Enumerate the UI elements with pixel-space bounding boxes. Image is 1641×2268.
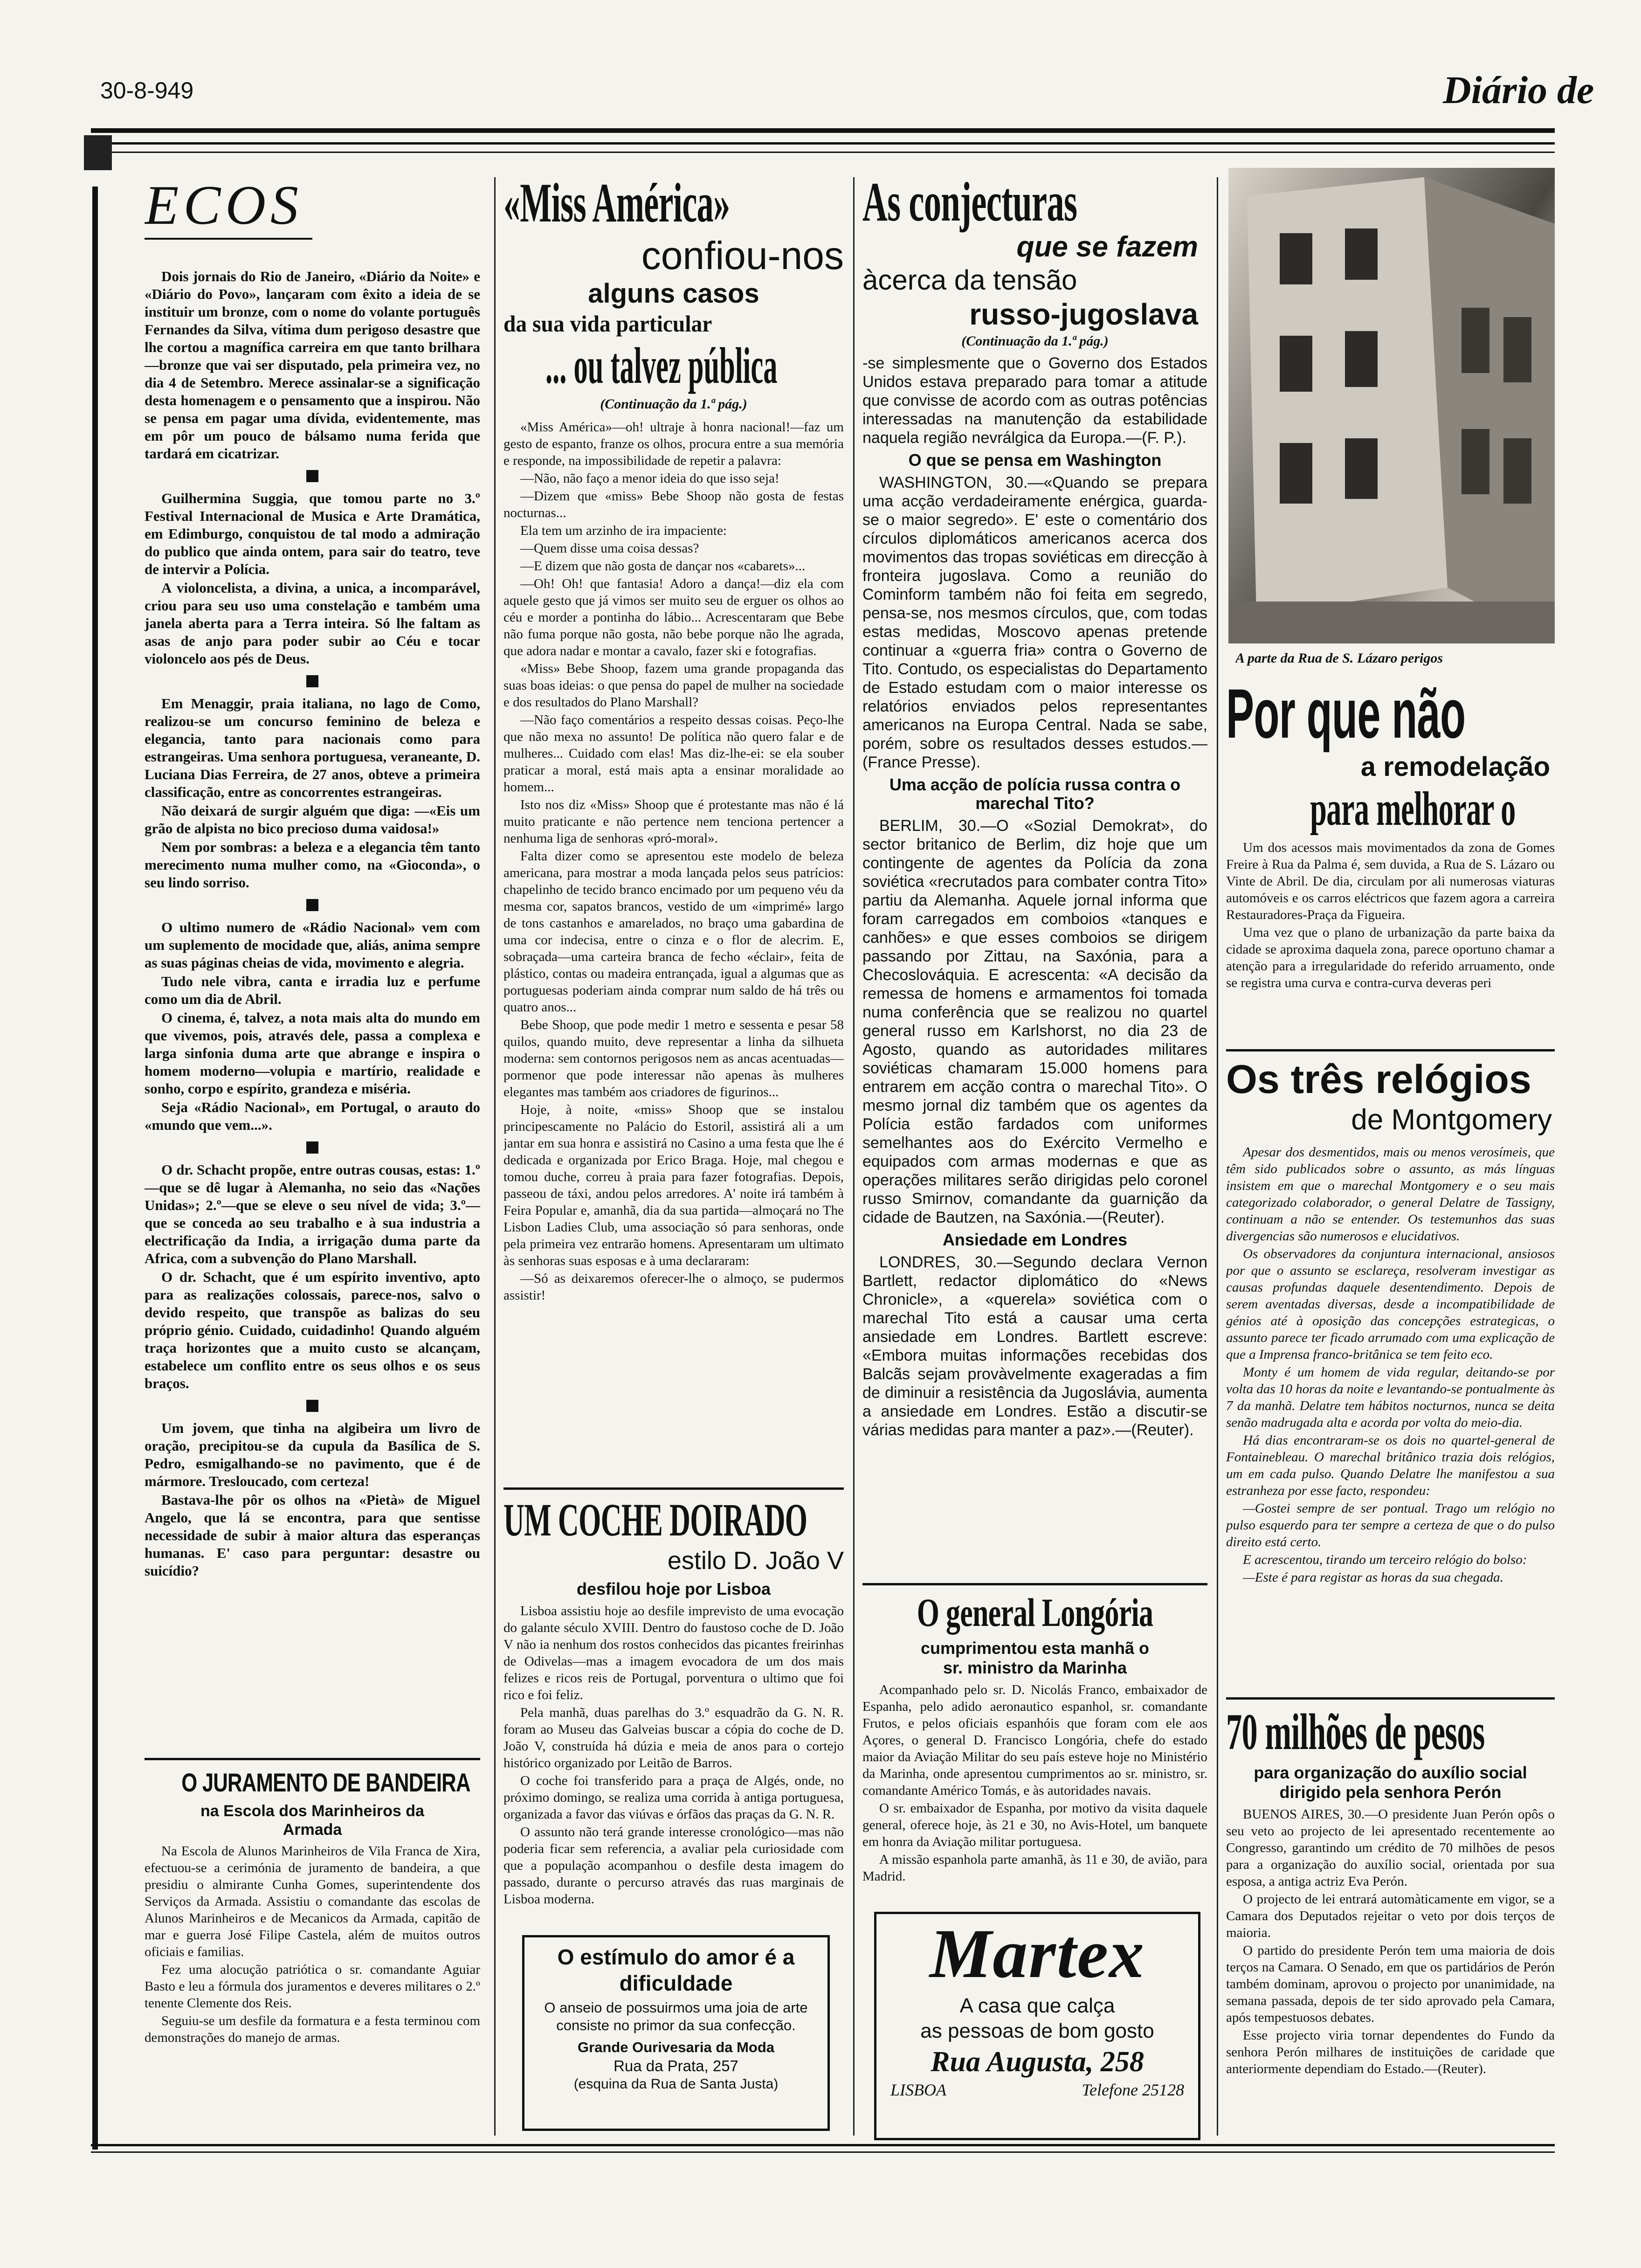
section-rule	[1226, 1049, 1555, 1051]
miss-paragraph: —Quem disse uma coisa dessas?	[520, 541, 699, 556]
section-rule	[503, 1487, 844, 1490]
footer-rule	[91, 2151, 1555, 2153]
miss-paragraph: Hoje, à noite, «miss» Shoop que se instalou principescamente no Palácio do Estoril, assistirá ali a um jantar em sua honra e assistirá no Casino a uma festa que lhe é dedicada e organizada por Erico Braga. Hoje, mal chegou e tomou duche, correu à praia para fazer fotografias. Depois, passeou de táxi, andou pelos arredores. A' noite irá também à Feira Popular e, amanhã, dia da sua partida—almoçará no The Lisbon Ladies Club, uma associação só para senhoras, onde pela primeira vez entrarão homens. Apresentaram um ultimato às senhoras suas esposas e à uma declararam:	[503, 1102, 844, 1268]
miss-line3: alguns casos	[588, 278, 759, 309]
footer-rule	[91, 2144, 1555, 2146]
conjecturas-line2: que se fazem	[1016, 231, 1198, 263]
coche-subtitle: desfilou hoje por Lisboa	[576, 1579, 771, 1598]
conjecturas-line3: àcerca da tensão	[862, 264, 1077, 296]
martex-advertisement	[874, 1912, 1200, 2140]
miss-paragraph: —Não faço comentários a respeito dessas coisas. Peço-lhe que não mexa no assunto! De política não quero falar e de mulheres... Cuidado com elas! Mas diz-lhe-ei: se ela souber praticar a moral, está mais apta a ensinar moralidade ao homem...	[503, 712, 844, 795]
martex-logo: Martex	[930, 1915, 1145, 1992]
porque-paragraph: Uma vez que o plano de urbanização da parte baixa da cidade se aproxima daquela zona, parece oportuno chamar a atenção para a irregularidade do referido arruamento, onde se registra uma curva e contra-curva deveras peri	[1226, 925, 1555, 990]
page-date: 30-8-949	[100, 77, 194, 104]
ecos-paragraph: Não deixará de surgir alguém que diga: —«Eis um grão de alpista no bico precioso duma vaidosa!»	[145, 802, 480, 837]
relogios-section	[1226, 1056, 1555, 1695]
milhoes-title: 70 milhões de pesos	[1226, 1704, 1485, 1760]
milhoes-subtitle: para organização do auxílio social dirigido pela senhora Perón	[1254, 1763, 1527, 1802]
building-illustration	[1228, 168, 1555, 643]
relogios-paragraph: —Este é para registar as horas da sua chegada.	[1243, 1570, 1503, 1585]
ecos-paragraph: Nem por sombras: a beleza e a elegancia têm tanto merecimento numa mulher como, na «Gioconda», o seu lindo sorriso.	[145, 839, 480, 891]
miss-paragraph: —Dizem que «miss» Bebe Shoop não gosta de festas nocturnas...	[503, 489, 844, 520]
longoria-paragraph: A missão espanhola parte amanhã, às 11 e 30, de avião, para Madrid.	[862, 1852, 1207, 1884]
coche-paragraph: Lisboa assistiu hoje ao desfile imprevisto de uma evocação do galante século XVIII. Dentro do faustoso coche de D. João V não ia nenhum dos rostos conhecidos das picantes freirinhas de Odivelas—mas a imagem evocadora de um dos mais felizes e ricos reis de Portugal, porventura o ultimo que foi rico e foi feliz.	[503, 1604, 844, 1702]
relogios-paragraph: Os observadores da conjuntura internacional, ansiosos por que o assunto se esclareça, resolveram investigar as causas profundas daquele desentendimento. Depois de serem aventadas diversas, desde a incompatibilidade de génios até à oposição das concepções estrategicas, o assunto parece ter ficado arrumado com uma explicação de que a Imprensa franco-britânica se tem feito eco.	[1226, 1246, 1555, 1362]
page-edge-mark	[84, 135, 112, 170]
ecos-paragraph: Bastava-lhe pôr os olhos na «Pietà» de Miguel Angelo, que lá se encontra, para que sentisse necessidade de subir à maior altura das esperanças humanas. E' caso para perguntar: desastre ou suicídio?	[145, 1492, 480, 1579]
miss-line4: da sua vida particular	[503, 311, 712, 337]
miss-paragraph: Ela tem um arzinho de ira impaciente:	[520, 523, 727, 538]
porque-body	[1226, 839, 1555, 991]
conjecturas-paragraph: BERLIM, 30.—O «Sozial Demokrat», do sector britanico de Berlim, diz hoje que um contingente de agentes da Polícia da zona soviética «recrutados para combater contra Tito» partiu da Alemanha. Aquele jornal informa que foram carregados em comboios «tanques e canhões» e que esses comboios se dirigem passando por Zittau, na Saxónia, para a Checoslováquia. E acrescenta: «A decisão da remessa de homens e armamentos foi tomada numa conferência que se realizou no quartel general russo em Karlshorst, no dia 23 de Agosto, quando as autoridades militares soviéticas chamaram 15.000 homens para entrarem em acção contra o marechal Tito». O mesmo jornal diz também que os agentes da Polícia estão fardados com uniformes semelhantes aos do Exército Vermelho e equipados com armas modernas e que as operações militares serão dirigidas pelo coronel russo Smirnov, comandante da guarnição da cidade de Bautzen, na Saxónia.—(Reuter).	[862, 817, 1207, 1226]
miss-paragraph: Isto nos diz «Miss» Shoop que é protestante mas não é lá muito praticante e não pertence nem tenciona pertencer a nenhuma liga de senhoras «pró-moral».	[503, 797, 844, 846]
juramento-subtitle: na Escola dos Marinheiros da Armada	[200, 1802, 424, 1839]
martex-address: Rua Augusta, 258	[931, 2046, 1144, 2078]
ecos-paragraph: Tudo nele vibra, canta e irradia luz e perfume como um dia de Abril.	[145, 973, 480, 1007]
ecos-paragraph: O dr. Schacht propõe, entre outras cousas, estas: 1.º—que se dê lugar à Alemanha, no seio das «Nações Unidas»; 2.º—que se eleve o seu nível de vida; 3.º—que se conceda ao seu trabalho e à sua industria a electrificação da India, a irrigação duma parte da Africa, com a subvenção do Plano Marshall.	[145, 1162, 480, 1266]
juramento-paragraph: Seguiu-se um desfile da formatura e a festa terminou com demonstrações do manejo de armas.	[145, 2013, 480, 2045]
relogios-paragraph: Há dias encontraram-se os dois no quartel-general de Fontainebleau. O marechal britânico trazia dois relógios, um em cada pulso. Quando Delatre lhe manifestou a sua estranheza por esse facto, respondeu:	[1226, 1433, 1555, 1498]
coche-line2: estilo D. João V	[667, 1547, 844, 1575]
conjecturas-paragraph: WASHINGTON, 30.—«Quando se prepara uma acção verdadeiramente enérgica, guarda-se o maior segredo». E' este o comentário dos círculos diplomáticos americanos acerca dos movimentos das tropas soviéticas em direcção à fronteira jugoslava. Como a reunião do Cominform também não foi feita em segredo, pensa-se, nos mesmos círculos, que, com todas estas medidas, Moscovo apenas pretende continuar a «guerra fria» contra o Governo de Tito. Contudo, os especialistas do Departamento de Estado estudam com o maior interesse os relatórios enviados pelos representantes americanos na Europa Central. Nada se sabe, porém, sobre os resultados desses estudos.—(France Presse).	[862, 474, 1207, 771]
conjecturas-body	[862, 354, 1207, 1439]
porque-line3: para melhorar o	[1310, 782, 1516, 836]
martex-phone: Telefone 25128	[1082, 2081, 1184, 2099]
header-rule	[91, 152, 1555, 153]
juramento-paragraph: Na Escola de Alunos Marinheiros de Vila Franca de Xira, efectuou-se a cerimónia de juramento de bandeira, a que presidiu o almirante Cunha Gomes, superintendente dos Serviços da Armada. Assistiu o comandante das escolas de Alunos Marinheiros e de Mecanicos da Armada, capitão de mar e guerra José Filipe Castela, além de muitos outros oficiais e familias.	[145, 1844, 480, 1959]
relogios-paragraph: —Gostei sempre de ser pontual. Trago um relógio no pulso esquerdo para ter sempre a certeza de que o do pulso direito está certo.	[1226, 1501, 1555, 1549]
miss-body	[503, 419, 844, 1304]
porque-section	[1226, 676, 1555, 1044]
juramento-title: O JURAMENTO DE BANDEIRA	[181, 1768, 470, 1797]
newspaper-name: Diário de	[1443, 69, 1594, 112]
photo-caption: A parte da Rua de S. Lázaro perigos	[1235, 650, 1443, 666]
juramento-section	[145, 1767, 480, 2136]
separator-square	[306, 675, 318, 687]
ad-estimulo-shop: Grande Ourivesaria da Moda	[577, 2039, 775, 2055]
porque-paragraph: Um dos acessos mais movimentados da zona de Gomes Freire à Rua da Palma é, sem duvida, a Rua de S. Lázaro ou Vinte de Abril. De dia, circulam por ali numerosas viaturas automóveis e os carros eléctricos que fazem agora a carreira Restauradores-Praça da Figueira.	[1226, 840, 1555, 922]
milhoes-paragraph: Esse projecto viria tornar dependentes do Fundo da senhora Perón milhares de instituições de caridade que anteriormente dependiam do Estado.—(Reuter).	[1226, 2028, 1555, 2076]
martex-line1: A casa que calça	[959, 1994, 1115, 2017]
longoria-paragraph: Acompanhado pelo sr. D. Nicolás Franco, embaixador de Espanha, pelo adido aeronautico espanhol, sr. comandante Frutos, e pelos oficiais espanhóis que foram com ele aos Açores, o general D. Francisco Longória, chefe do estado maior da Aviação Militar do seu país esteve hoje no Ministério da Marinha, onde apresentou cumprimentos ao sr. ministro, sr. comandante Américo Tomás, e às autoridades navais.	[862, 1682, 1207, 1798]
separator-square	[306, 1141, 318, 1154]
relogios-body	[1226, 1144, 1555, 1586]
miss-continuation: (Continuação da 1.ª pág.)	[600, 396, 747, 412]
relogios-paragraph: Monty é um homem de vida regular, deitando-se por volta das 10 horas da noite e levantando-se pontualmente às 7 da manhã. Delatre tem hábitos nocturnos, nunca se deita senão madrugada alta e acorda por volta do meio-dia.	[1226, 1365, 1555, 1430]
jewelry-advertisement	[522, 1935, 830, 2131]
ecos-paragraph: Um jovem, que tinha na algibeira um livro de oração, precipitou-se da cupula da Basílica de S. Pedro, esmigalhando-se no pavimento, que é de mármore. Tresloucado, com certeza!	[145, 1420, 480, 1489]
section-rule	[862, 1583, 1207, 1585]
martex-city: LISBOA	[890, 2081, 946, 2099]
milhoes-paragraph: O partido do presidente Perón tem uma maioria de dois terços na Camara. O Senado, em que os partidários de Perón também dominam, aprovou o projecto por unanimidade, na semana passada, depois de ter sido aprovado pela Camara, após tempestuosos debates.	[1226, 1943, 1555, 2025]
coche-paragraph: Pela manhã, duas parelhas do 3.º esquadrão da G. N. R. foram ao Museu das Galveias buscar a cópia do coche de D. João V, construída há dúzia e meia de anos para o cortejo histórico organizado por Leitão de Barros.	[503, 1705, 844, 1770]
separator-square	[306, 470, 318, 482]
longoria-paragraph: O sr. embaixador de Espanha, por motivo da visita daquele general, oferece hoje, às 21 e 30, no Avis-Hotel, um banquete em honra da Aviação militar portuguesa.	[862, 1801, 1207, 1849]
miss-paragraph: «Miss América»—oh! ultraje à honra nacional!—faz um gesto de espanto, franze os olhos, procura entre a sua memória e responde, na impossibilidade de repetir a palavra:	[503, 420, 844, 468]
coche-paragraph: O assunto não terá grande interesse cronológico—mas não poderia ficar sem referencia, a avaliar pela curiosidade com que a população acompanhou o desfile desta imagem do passado, durante o percurso através das ruas marginais de Lisboa moderna.	[503, 1825, 844, 1907]
longoria-body	[862, 1681, 1207, 1885]
miss-paragraph: —Só as deixaremos oferecer-lhe o almoço, se pudermos assistir!	[503, 1271, 844, 1303]
ecos-paragraph: Dois jornais do Rio de Janeiro, «Diário da Noite» e «Diário do Povo», lançaram com êxito a ideia de se instituir um bronze, com o nome do volante português Fernandes da Silva, vítima dum perigoso desastre que lhe cortou a magnífica carreira em que tanto brilhara—bronze que vai ser disputado, pela primeira vez, no dia 4 de Setembro. Merece assinalar-se a significação desta homenagem e o pensamento que a inspirou. Não se pensa em pagar uma dívida, evidentemente, mas em pôr um pouco de bálsamo numa ferida que tardará em cicatrizar.	[145, 268, 480, 462]
section-rule	[1226, 1697, 1555, 1700]
coche-title: UM COCHE DOIRADO	[503, 1494, 807, 1546]
longoria-title: O general Longória	[917, 1590, 1153, 1635]
coche-section	[503, 1494, 844, 1923]
ecos-paragraph: O cinema, é, talvez, a nota mais alta do mundo em que vivemos, pois, através dele, passa a complexa e larga sinfonia duma arte que abrange e inspira o homem moderno—volupia e martírio, realidade e sonho, corpo e espírito, grandeza e miséria.	[145, 1010, 480, 1097]
ad-estimulo-title: O estímulo do amor é a dificuldade	[557, 1945, 795, 1995]
miss-paragraph: —E dizem que não gosta de dançar nos «cabarets»...	[520, 559, 806, 574]
porque-title: Por que não	[1226, 676, 1466, 753]
conjecturas-paragraph: -se simplesmente que o Governo dos Estados Unidos estava preparado para tomar a atitude que convisse de acordo com as outras potências interessadas na manutenção da estabilidade naquela região nevrálgica da Europa.—(F. P.).	[862, 354, 1207, 447]
martex-line2: as pessoas de bom gosto	[920, 2019, 1154, 2042]
miss-paragraph: Bebe Shoop, que pode medir 1 metro e sessenta e pesar 58 quilos, quando muito, deve representar a linha da silhueta moderna: sem contornos perigosos nem as ancas acentuadas—pormenor que pode interessar não apenas às mulheres elegantes mas também aos criadores de figurinos...	[503, 1017, 844, 1099]
column-divider	[494, 177, 496, 2136]
ecos-paragraph: A violoncelista, a divina, a unica, a incomparável, criou para seu uso uma constelação e também uma janela aberta para a Terra inteira. Só lhe faltam as asas de anjo para poder subir ao Céu e tocar violoncelo aos pés de Deus.	[145, 580, 480, 667]
policia-subhead: Uma acção de polícia russa contra o marechal Tito?	[889, 775, 1181, 813]
column-divider	[1217, 177, 1218, 2136]
miss-america-section	[503, 173, 844, 1483]
separator-square	[306, 899, 318, 911]
milhoes-paragraph: BUENOS AIRES, 30.—O presidente Juan Perón opôs o seu veto ao projecto de lei apresentado recentemente ao Congresso, garantindo um crédito de 70 milhões de pesos para a organização do auxílio social, orientada por sua esposa, a antiga actriz Eva Perón.	[1226, 1807, 1555, 1889]
left-border-rule	[92, 187, 98, 2150]
relogios-line2: de Montgomery	[1351, 1104, 1552, 1136]
header-rule	[91, 128, 1555, 133]
milhoes-paragraph: O projecto de lei entrará automàticamente em vigor, se a Camara dos Deputados rejeitar o veto por dois terços de maioria.	[1226, 1892, 1555, 1940]
conjecturas-title: As conjecturas	[862, 173, 1077, 233]
ad-estimulo-address: Rua da Prata, 257	[614, 2057, 738, 2074]
londres-subhead: Ansiedade em Londres	[942, 1230, 1128, 1249]
juramento-body	[145, 1843, 480, 2046]
ecos-section	[145, 173, 480, 1749]
martex-footer	[876, 2080, 1198, 2100]
ad-estimulo-body: O anseio de possuirmos uma joia de arte consiste no primor da sua confecção.	[544, 1999, 808, 2033]
washington-subhead: O que se pensa em Washington	[908, 450, 1162, 470]
ecos-body	[145, 268, 480, 1580]
header-rule	[91, 142, 1555, 145]
ad-estimulo-corner: (esquina da Rua de Santa Justa)	[573, 2076, 779, 2092]
miss-paragraph: Falta dizer como se apresentou este modelo de beleza americana, para mostrar a moda lançada pelos seus patrícios: chapelinho de tecido branco encimado por um pequeno véu da mesma cor, sapatos brancos, vestido de um «imprimé» largo de tons castanhos e amarelados, no braço uma gabardina de uma cor indecisa, entre o cinza e o flor de alecrim. E, sobraçada—uma carteira branca de fecho «éclair», feita de plástico, contas ou madeira entrançada, igual a algumas que as portuguesas poderiam ainda comprar num saldo de há três ou quatro anos...	[503, 849, 844, 1015]
section-rule	[145, 1758, 480, 1760]
conjecturas-section	[862, 173, 1207, 1571]
longoria-section	[862, 1590, 1207, 1893]
miss-paragraph: —Não, não faço a menor ideia do que isso seja!	[520, 471, 779, 486]
miss-paragraph: —Oh! Oh! que fantasia! Adoro a dança!—diz ela com aquele gesto que já vimos ser muito seu de erguer os olhos ao céu e morder a pontinha do lábio... Acrescentaram que Bebe não fuma porque não gosta, não bebe porque não lhe agrada, que adora nadar e montar a cavalo, fazer ski e fotografias.	[503, 576, 844, 658]
longoria-subtitle: cumprimentou esta manhã o sr. ministro da Marinha	[920, 1639, 1150, 1677]
separator-square	[306, 1400, 318, 1412]
milhoes-section	[1226, 1704, 1555, 2140]
column-divider	[853, 177, 855, 2136]
ecos-paragraph: Em Menaggir, praia italiana, no lago de Como, realizou-se um concurso feminino de beleza e elegancia, tanto para nacionais como para estrangeiras. Uma senhora portuguesa, veraneante, D. Luciana Dias Ferreira, de 27 anos, obteve a primeira classificação, entre as concorrentes estrangeiras.	[145, 695, 480, 800]
conjecturas-paragraph: LONDRES, 30.—Segundo declara Vernon Bartlett, redactor diplomático do «News Chronicle», a «querela» soviética com o marechal Tito está a causar uma certa ansiedade em Londres. Bartlett escreve: «Embora muitas informações recebidas dos Balcãs sejam provàvelmente exageradas a fim de diminuir a resistência da Jugoslávia, aumenta a ansiedade em Londres. Estão a discutir-se várias medidas para manter a paz».—(Reuter).	[862, 1253, 1207, 1439]
miss-paragraph: «Miss» Bebe Shoop, fazem uma grande propaganda das suas boas ideias: o que pensa do papel de mulher na sociedade e dos resultados do Plano Marshall?	[503, 661, 844, 710]
ecos-title: ECOS	[145, 173, 312, 240]
miss-title: «Miss América»	[503, 173, 730, 234]
porque-line2: a remodelação	[1360, 752, 1550, 782]
miss-line2: confiou-nos	[641, 234, 844, 277]
ecos-paragraph: Seja «Rádio Nacional», em Portugal, o arauto do «mundo que vem...».	[145, 1099, 480, 1133]
conjecturas-continuation: (Continuação da 1.ª pág.)	[961, 333, 1109, 349]
coche-body	[503, 1603, 844, 1908]
street-photo	[1228, 168, 1555, 643]
relogios-title: Os três relógios	[1226, 1057, 1531, 1102]
relogios-paragraph: Apesar dos desmentidos, mais ou menos verosímeis, que têm sido publicados sobre o assunto, as más línguas insistem em que o marechal Montgomery e o seu mais categorizado colaborador, o general Delatre de Tassigny, continuam a não se entender. Os testemunhos das suas divergencias são numerosos e elucidativos.	[1226, 1145, 1555, 1244]
ecos-paragraph: O ultimo numero de «Rádio Nacional» vem com um suplemento de mocidade que, aliás, anima sempre as suas páginas cheias de vida, movimento e alegria.	[145, 919, 480, 971]
juramento-paragraph: Fez uma alocução patriótica o sr. comandante Aguiar Basto e leu a fórmula dos juramentos e deveres militares o 2.º tenente Clemente dos Reis.	[145, 1962, 480, 2011]
ecos-paragraph: O dr. Schacht, que é um espírito inventivo, apto para as realizações colossais, parece-nos, salvo o devido respeito, que transpõe as balizas do seu próprio génio. Cuidado, cuidadinho! Quando alguém traça horizontes que a muito custo se alcançam, estabelece um conflito entre os seus olhos e os seus braços.	[145, 1269, 480, 1391]
relogios-paragraph: E acrescentou, tirando um terceiro relógio do bolso:	[1243, 1552, 1527, 1567]
coche-paragraph: O coche foi transferido para a praça de Algés, onde, no próximo domingo, se realiza uma corrida à antiga portuguesa, organizada a favor das viúvas e órfãos das praças da G. N. R.	[503, 1773, 844, 1822]
milhoes-body	[1226, 1806, 1555, 2077]
conjecturas-line4: russo-jugoslava	[969, 297, 1198, 331]
miss-line5: ... ou talvez pública	[545, 337, 778, 394]
ecos-paragraph: Guilhermina Suggia, que tomou parte no 3.º Festival Internacional de Musica e Arte Dramática, em Edimburgo, conquistou de tal modo a admiração do publico que ainda ontem, para sair do teatro, teve de intervir a Polícia.	[145, 490, 480, 577]
